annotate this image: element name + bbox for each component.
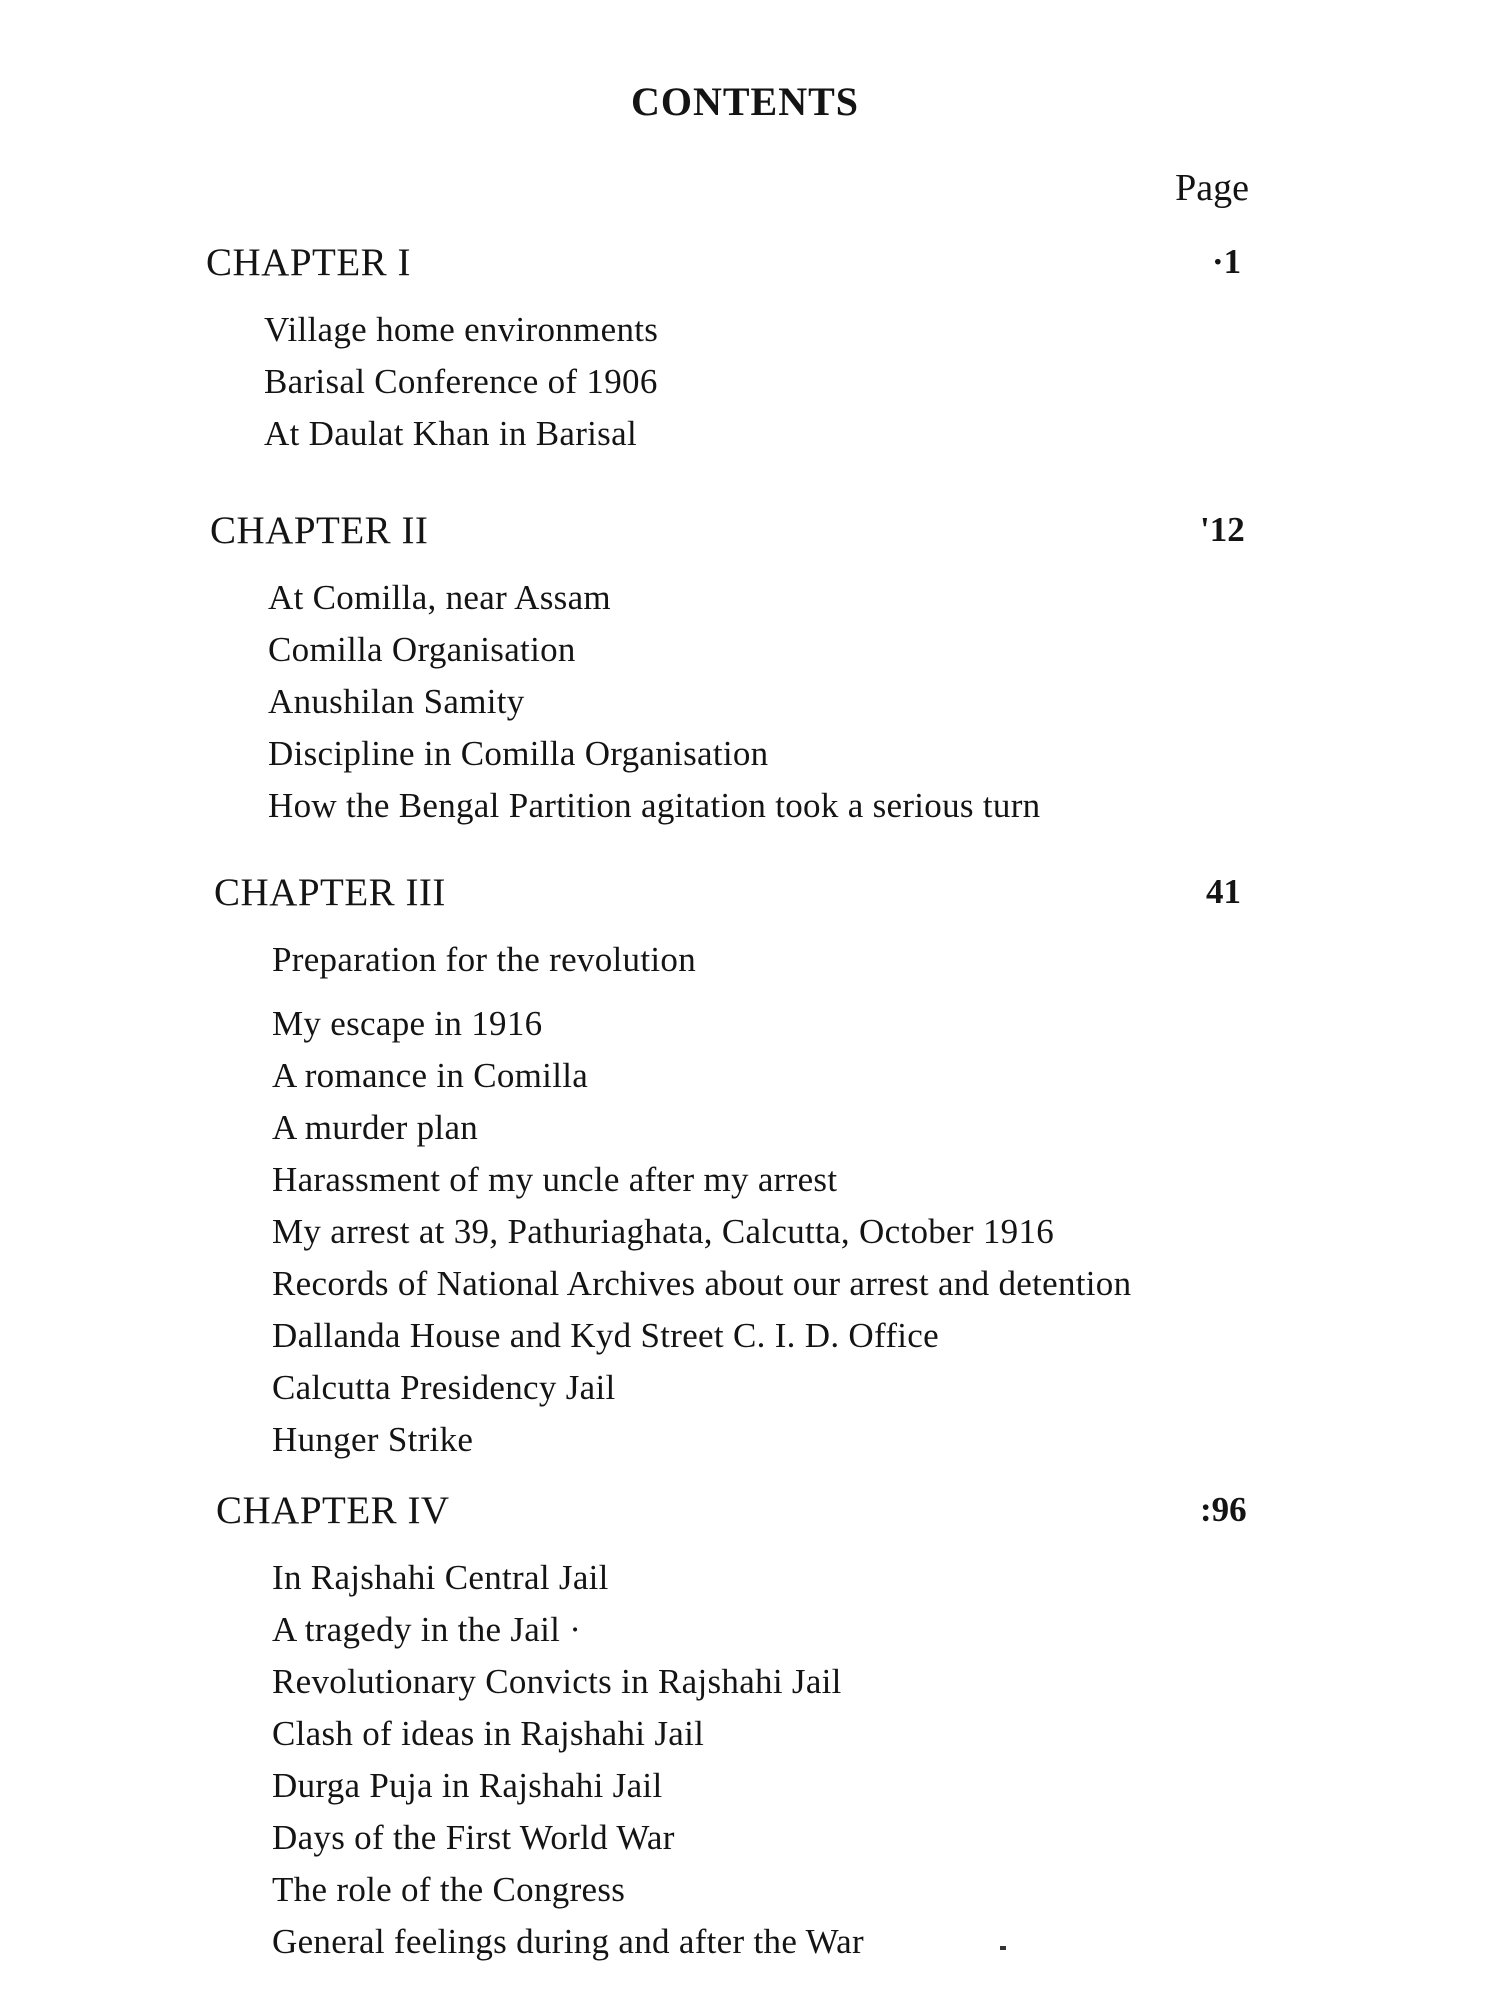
chapter-3 [0, 870, 1500, 1459]
topic-item: Revolutionary Convicts in Rajshahi Jail [272, 1662, 842, 1701]
chapter-title: CHAPTER II [210, 509, 429, 552]
chapter-title: CHAPTER III [214, 871, 446, 914]
topic-item: Durga Puja in Rajshahi Jail [272, 1766, 663, 1805]
chapter-page-number: ·1 [1212, 242, 1242, 281]
topic-item: At Comilla, near Assam [268, 578, 611, 617]
chapter-2 [0, 508, 1500, 825]
chapter-4 [0, 1488, 1500, 1961]
topic-item: A romance in Comilla [272, 1056, 589, 1095]
topic-item: My arrest at 39, Pathuriaghata, Calcutta, October 1916 [272, 1212, 1055, 1251]
chapter-1 [0, 240, 1500, 453]
topic-item: Village home environments [264, 310, 659, 349]
chapter-topics [272, 1552, 864, 1968]
chapter-heading [0, 508, 1500, 564]
topic-item: Clash of ideas in Rajshahi Jail [272, 1714, 705, 1753]
chapter-page-number: :96 [1200, 1490, 1247, 1529]
page-title-text: CONTENTS [630, 79, 860, 124]
topic-item: Hunger Strike [272, 1420, 474, 1459]
topic-item: Harassment of my uncle after my arrest [272, 1160, 838, 1199]
topic-item: In Rajshahi Central Jail [272, 1558, 609, 1597]
topic-item: Anushilan Samity [268, 682, 525, 721]
ink-speck [1000, 1946, 1006, 1950]
topic-item: Days of the First World War [272, 1818, 675, 1857]
topic-item: A tragedy in the Jail · [272, 1610, 582, 1649]
topic-item: The role of the Congress [272, 1870, 626, 1909]
chapter-heading [0, 870, 1500, 926]
topic-item: My escape in 1916 [272, 1004, 543, 1043]
topic-item: Records of National Archives about our arrest and detention [272, 1264, 1132, 1303]
page-column-label: Page [1175, 167, 1249, 209]
topic-item: Calcutta Presidency Jail [272, 1368, 616, 1407]
chapter-topics [268, 572, 1040, 832]
chapter-title: CHAPTER I [206, 241, 411, 284]
page-title [0, 78, 1500, 125]
topic-item: A murder plan [272, 1108, 479, 1147]
chapter-topics [272, 934, 1131, 1466]
topic-item: Dallanda House and Kyd Street C. I. D. Office [272, 1316, 939, 1355]
topic-item: At Daulat Khan in Barisal [264, 414, 637, 453]
chapter-heading [0, 1488, 1500, 1544]
topic-item: General feelings during and after the War [272, 1922, 864, 1961]
topic-item: Barisal Conference of 1906 [264, 362, 658, 401]
topic-item: Preparation for the revolution [272, 940, 697, 979]
topic-item: Discipline in Comilla Organisation [268, 734, 769, 773]
chapter-title: CHAPTER IV [216, 1489, 450, 1532]
chapter-heading [0, 240, 1500, 296]
topic-item: Comilla Organisation [268, 630, 576, 669]
chapter-page-number: '12 [1200, 510, 1245, 549]
topic-item: How the Bengal Partition agitation took a serious turn [268, 786, 1041, 825]
chapter-page-number: 41 [1206, 872, 1241, 911]
chapter-topics [264, 304, 658, 460]
